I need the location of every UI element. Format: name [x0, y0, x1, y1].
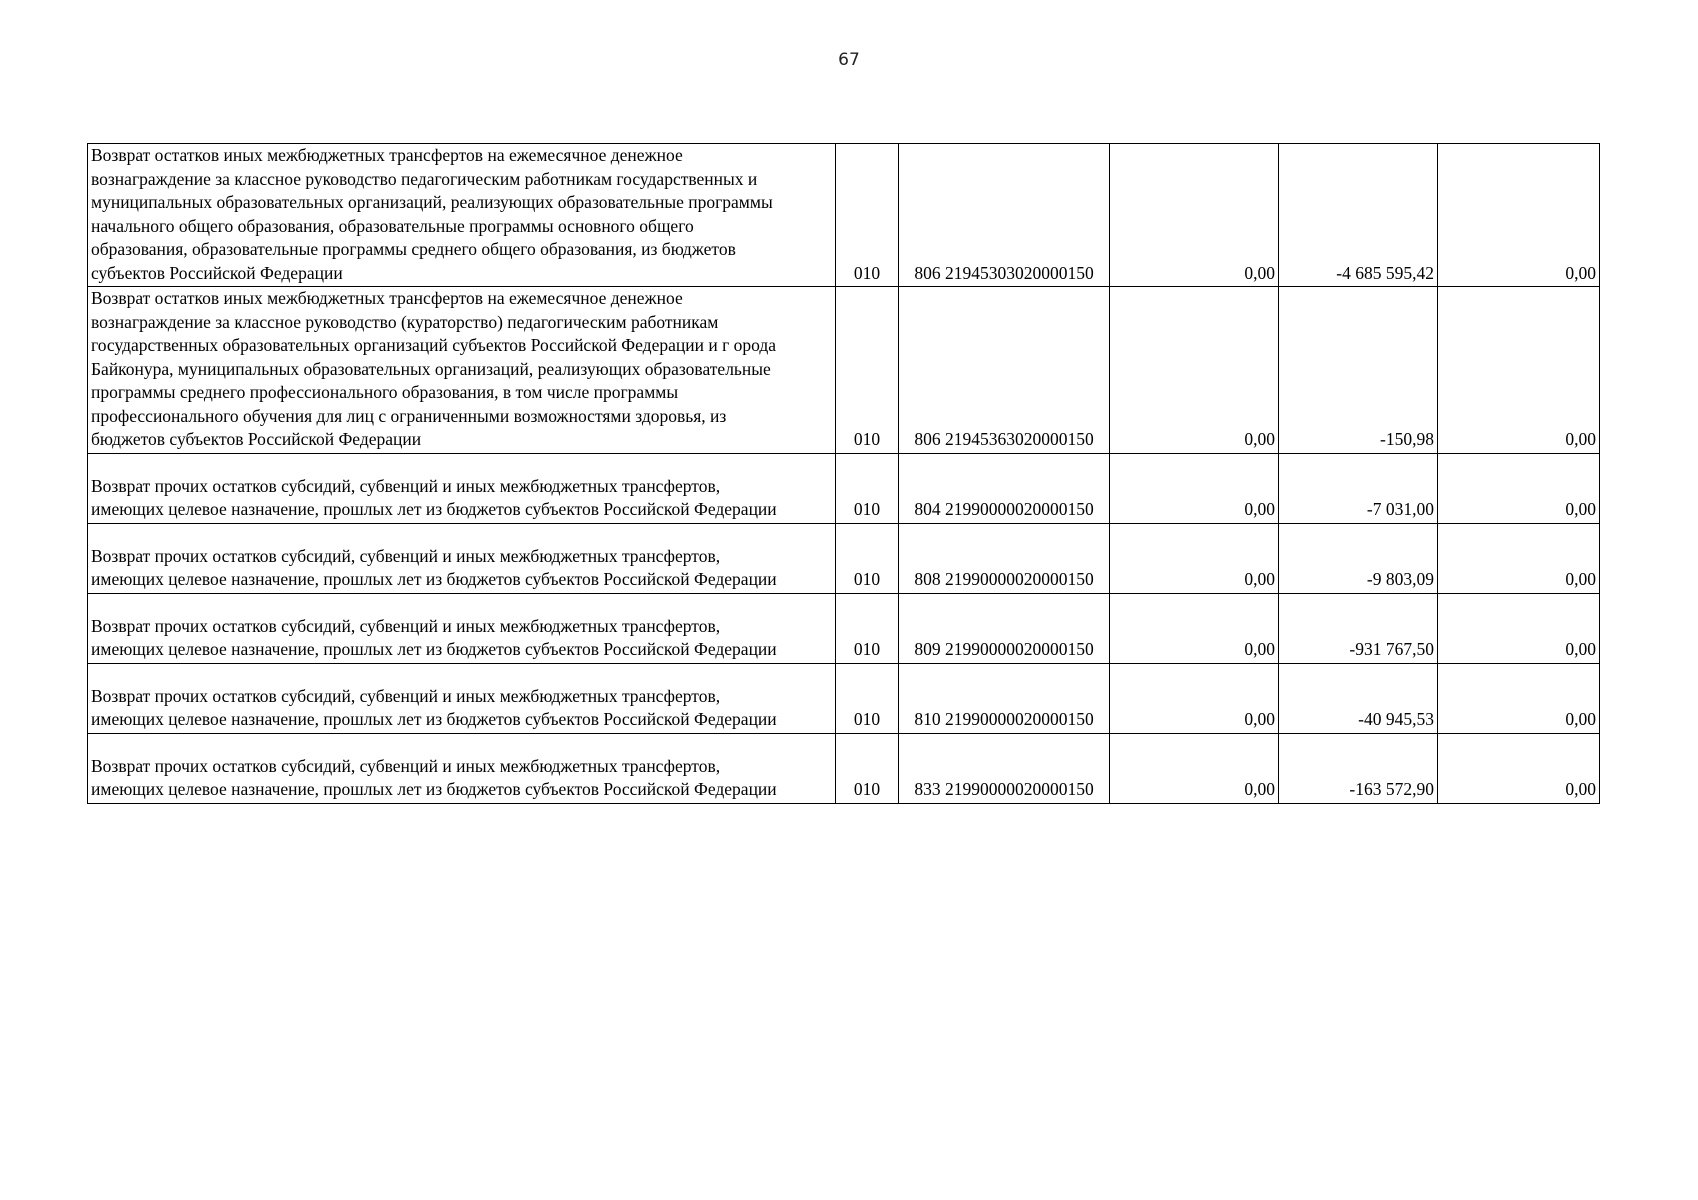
- row-value-1: 0,00: [1110, 144, 1279, 287]
- row-description: Возврат прочих остатков субсидий, субвенций и иных межбюджетных трансфертов, имеющих целевое назначение, прошлых лет из бюджетов субъектов Российской Федерации: [88, 523, 836, 593]
- row-line-code: 010: [836, 287, 899, 454]
- row-budget-code: 804 21990000020000150: [899, 453, 1110, 523]
- row-value-2: -150,98: [1279, 287, 1438, 454]
- row-value-1: 0,00: [1110, 663, 1279, 733]
- row-value-2: -931 767,50: [1279, 593, 1438, 663]
- row-value-3: 0,00: [1438, 453, 1600, 523]
- row-budget-code: 806 21945303020000150: [899, 144, 1110, 287]
- row-value-2: -163 572,90: [1279, 733, 1438, 803]
- row-value-2: -7 031,00: [1279, 453, 1438, 523]
- row-value-1: 0,00: [1110, 733, 1279, 803]
- row-value-1: 0,00: [1110, 593, 1279, 663]
- row-description: Возврат прочих остатков субсидий, субвенций и иных межбюджетных трансфертов, имеющих целевое назначение, прошлых лет из бюджетов субъектов Российской Федерации: [88, 663, 836, 733]
- table-row: [88, 593, 1600, 663]
- row-description: Возврат прочих остатков субсидий, субвенций и иных межбюджетных трансфертов, имеющих целевое назначение, прошлых лет из бюджетов субъектов Российской Федерации: [88, 593, 836, 663]
- table-row: [88, 733, 1600, 803]
- table-row: [88, 663, 1600, 733]
- row-line-code: 010: [836, 523, 899, 593]
- row-value-3: 0,00: [1438, 144, 1600, 287]
- table-row: [88, 287, 1600, 454]
- row-value-3: 0,00: [1438, 663, 1600, 733]
- budget-table: [87, 143, 1600, 804]
- row-line-code: 010: [836, 453, 899, 523]
- row-value-1: 0,00: [1110, 523, 1279, 593]
- row-value-3: 0,00: [1438, 287, 1600, 454]
- row-value-3: 0,00: [1438, 593, 1600, 663]
- row-budget-code: 809 21990000020000150: [899, 593, 1110, 663]
- table-row: [88, 453, 1600, 523]
- row-value-2: -9 803,09: [1279, 523, 1438, 593]
- row-budget-code: 810 21990000020000150: [899, 663, 1110, 733]
- table-row: [88, 523, 1600, 593]
- row-line-code: 010: [836, 593, 899, 663]
- row-budget-code: 833 21990000020000150: [899, 733, 1110, 803]
- row-line-code: 010: [836, 733, 899, 803]
- page-number: 67: [838, 50, 860, 70]
- row-line-code: 010: [836, 144, 899, 287]
- row-description: Возврат остатков иных межбюджетных трансфертов на ежемесячное денежное вознаграждение за классное руководство педагогическим работникам государственных и муниципальных образовательных организаций, реализующих образовательные программы начального общего образования, образовательные программы основного общего образования, образовательные программы среднего общего образования, из бюджетов субъектов Российской Федерации: [88, 144, 836, 287]
- row-budget-code: 808 21990000020000150: [899, 523, 1110, 593]
- row-value-2: -4 685 595,42: [1279, 144, 1438, 287]
- row-description: Возврат прочих остатков субсидий, субвенций и иных межбюджетных трансфертов, имеющих целевое назначение, прошлых лет из бюджетов субъектов Российской Федерации: [88, 733, 836, 803]
- row-value-1: 0,00: [1110, 287, 1279, 454]
- row-value-2: -40 945,53: [1279, 663, 1438, 733]
- row-budget-code: 806 21945363020000150: [899, 287, 1110, 454]
- row-description: Возврат прочих остатков субсидий, субвенций и иных межбюджетных трансфертов, имеющих целевое назначение, прошлых лет из бюджетов субъектов Российской Федерации: [88, 453, 836, 523]
- row-line-code: 010: [836, 663, 899, 733]
- row-value-3: 0,00: [1438, 733, 1600, 803]
- row-description: Возврат остатков иных межбюджетных трансфертов на ежемесячное денежное вознаграждение за классное руководство (кураторство) педагогическим работникам государственных образовательных организаций субъектов Российской Федерации и г орода Байконура, муниципальных образовательных организаций, реализующих образовательные программы среднего профессионального образования, в том числе программы профессионального обучения для лиц с ограниченными возможностями здоровья, из бюджетов субъектов Российской Федерации: [88, 287, 836, 454]
- table-row: [88, 144, 1600, 287]
- row-value-3: 0,00: [1438, 523, 1600, 593]
- row-value-1: 0,00: [1110, 453, 1279, 523]
